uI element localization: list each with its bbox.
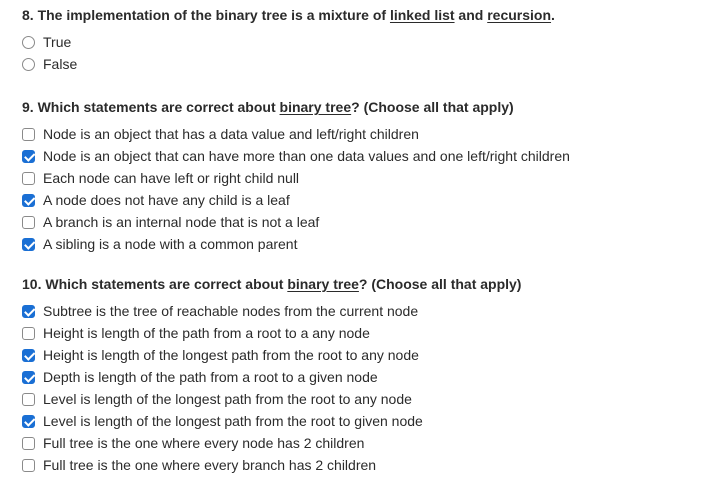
question-9-title-pre: 9. Which statements are correct about [22,99,280,115]
checkbox[interactable] [22,172,35,185]
question-9-title [22,97,712,117]
option-label: Depth is length of the path from a root to a given node [43,369,378,385]
checkbox[interactable] [22,437,35,450]
option-label: Level is length of the longest path from the root to given node [43,413,423,429]
checkbox[interactable] [22,128,35,141]
q9-option-5[interactable] [22,211,712,233]
radio-false[interactable] [22,58,35,71]
question-8-title [22,5,712,25]
question-8-title-post: . [551,7,555,23]
q9-option-1[interactable] [22,123,712,145]
option-label: Node is an object that has a data value and left/right children [43,126,419,142]
checkbox[interactable] [22,150,35,163]
option-label: Level is length of the longest path from the root to any node [43,391,412,407]
q10-option-5[interactable] [22,388,712,410]
option-true[interactable] [22,31,712,53]
checkbox[interactable] [22,305,35,318]
question-9-title-post: ? (Choose all that apply) [351,99,514,115]
question-10-options [22,300,712,476]
checkbox[interactable] [22,238,35,251]
option-label: Height is length of the longest path from the root to any node [43,347,419,363]
q9-option-2[interactable] [22,145,712,167]
option-label: Full tree is the one where every branch has 2 children [43,457,377,473]
q10-option-3[interactable] [22,344,712,366]
question-8 [22,5,712,97]
checkbox[interactable] [22,194,35,207]
option-label: A node does not have any child is a leaf [43,192,290,208]
q9-option-3[interactable] [22,167,712,189]
question-10-title-post: ? (Choose all that apply) [358,276,522,292]
q10-option-1[interactable] [22,300,712,322]
option-false-label: False [43,56,78,72]
q10-option-7[interactable] [22,432,712,454]
q10-option-8[interactable] [22,454,712,476]
option-label: A sibling is a node with a common parent [43,236,298,252]
checkbox[interactable] [22,415,35,428]
checkbox[interactable] [22,327,35,340]
q10-option-6[interactable] [22,410,712,432]
term-binary-tree: binary tree [287,276,359,292]
radio-true[interactable] [22,36,35,49]
option-label: Height is length of the path from a root to a any node [43,325,370,341]
question-10-title [22,274,712,294]
question-9-options [22,123,712,255]
question-8-title-pre: 8. The implementation of the binary tree is a mixture of [22,7,390,23]
question-8-title-mid: and [454,7,488,23]
q9-option-4[interactable] [22,189,712,211]
option-true-label: True [43,34,72,50]
question-10-title-pre: 10. Which statements are correct about [22,276,288,292]
checkbox[interactable] [22,216,35,229]
term-binary-tree: binary tree [279,99,352,115]
q10-option-4[interactable] [22,366,712,388]
checkbox[interactable] [22,349,35,362]
checkbox[interactable] [22,459,35,472]
option-false[interactable] [22,53,712,75]
term-linked-list: linked list [389,7,455,23]
question-8-options [22,31,712,75]
option-label: A branch is an internal node that is not a leaf [43,214,320,230]
checkbox[interactable] [22,371,35,384]
checkbox[interactable] [22,393,35,406]
quiz-form [22,5,712,476]
q9-option-6[interactable] [22,233,712,255]
option-label: Full tree is the one where every node has 2 children [43,435,365,451]
option-label: Node is an object that can have more than one data values and one left/right children [43,148,570,164]
question-10 [22,274,712,476]
question-9 [22,97,712,274]
option-label: Subtree is the tree of reachable nodes from the current node [43,303,419,319]
option-label: Each node can have left or right child null [43,170,300,186]
term-recursion: recursion [487,7,552,23]
q10-option-2[interactable] [22,322,712,344]
